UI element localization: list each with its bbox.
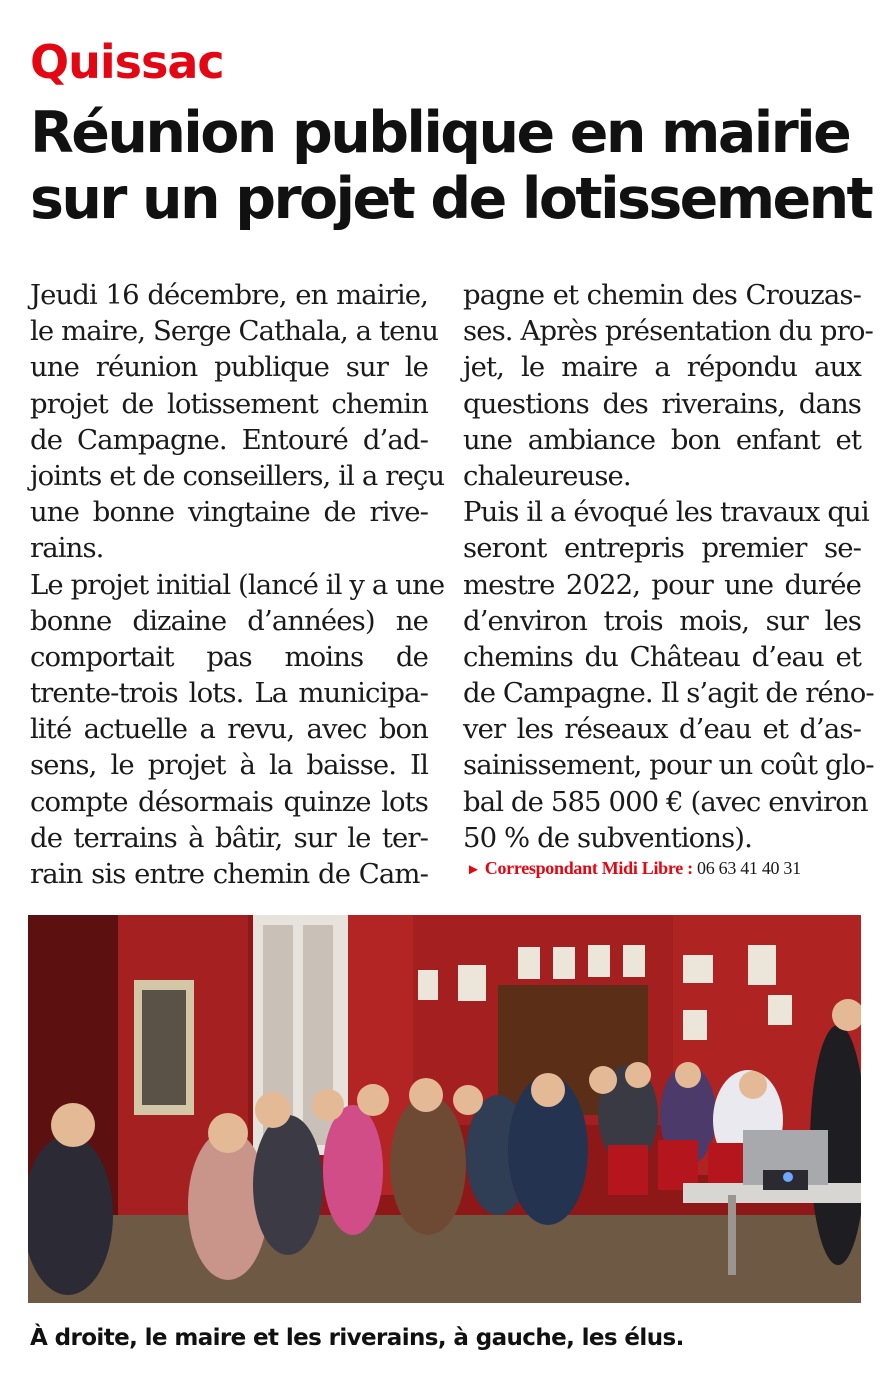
article-kicker: Quissac: [30, 35, 224, 89]
article-line: questions des riverains, dans: [463, 387, 861, 420]
article-line: une ambiance bon enfant et: [463, 423, 861, 456]
article-column-left: [30, 277, 445, 892]
article-line: de Campagne. Entouré d’ad-: [30, 423, 428, 456]
article-line: chemins du Château d’eau et: [463, 640, 861, 673]
correspondent-credit: [466, 856, 886, 882]
article-line: Le projet initial (lancé il y a une: [30, 568, 445, 601]
article-line: compte désormais quinze lots: [30, 785, 428, 818]
article-line: une bonne vingtaine de rive-: [30, 496, 428, 529]
article-line: lité actuelle a revu, avec bon: [30, 713, 428, 746]
arrow-icon: ►: [466, 862, 481, 878]
credit-label: Correspondant Midi Libre :: [484, 858, 693, 878]
article-line: projet de lotissement chemin: [30, 387, 428, 420]
article-line: pagne et chemin des Crouzas-: [463, 279, 861, 311]
article-line: bonne dizaine d’années) ne: [30, 604, 428, 637]
photo-caption: À droite, le maire et les riverains, à gauche, les élus.: [30, 1325, 684, 1351]
credit-phone: 06 63 41 40 31: [697, 858, 801, 878]
meeting-photo-icon: [28, 915, 861, 1303]
article-line: une réunion publique sur le: [30, 351, 428, 384]
article-line: seront entrepris premier se-: [463, 532, 861, 565]
article-line: sens, le projet à la baisse. Il: [30, 749, 428, 782]
headline-line: sur un projet de lotissement: [30, 166, 872, 232]
article-line: ver les réseaux d’eau et d’as-: [463, 713, 861, 746]
article-line: rain sis entre chemin de Cam-: [30, 858, 428, 890]
article-line: de Campagne. Il s’agit de réno-: [463, 677, 874, 710]
article-headline: [30, 100, 870, 232]
article-line: chaleureuse.: [463, 459, 631, 492]
article-line: Jeudi 16 décembre, en mairie,: [30, 279, 428, 311]
article-line: de terrains à bâtir, sur le ter-: [30, 821, 428, 854]
article-line: mestre 2022, pour une durée: [463, 568, 861, 601]
article-column-right: [463, 277, 874, 856]
article-line: bal de 585 000 € (avec environ: [463, 785, 868, 818]
article-line: Puis il a évoqué les travaux qui: [463, 496, 869, 529]
headline-line: Réunion publique en mairie: [30, 100, 850, 166]
article-line: comportait pas moins de: [30, 640, 428, 673]
article-line: d’environ trois mois, sur les: [463, 604, 861, 637]
article-line: joints et de conseillers, il a reçu: [30, 459, 445, 492]
article-line: le maire, Serge Cathala, a tenu: [30, 315, 439, 348]
article-line: ses. Après présentation du pro-: [463, 315, 873, 348]
article-line: trente-trois lots. La municipa-: [30, 677, 428, 710]
article-line: jet, le maire a répondu aux: [463, 351, 861, 384]
article-line: rains.: [30, 532, 104, 565]
article-line: sainissement, pour un coût glo-: [463, 749, 874, 782]
article-line: 50 % de subventions).: [463, 821, 752, 854]
